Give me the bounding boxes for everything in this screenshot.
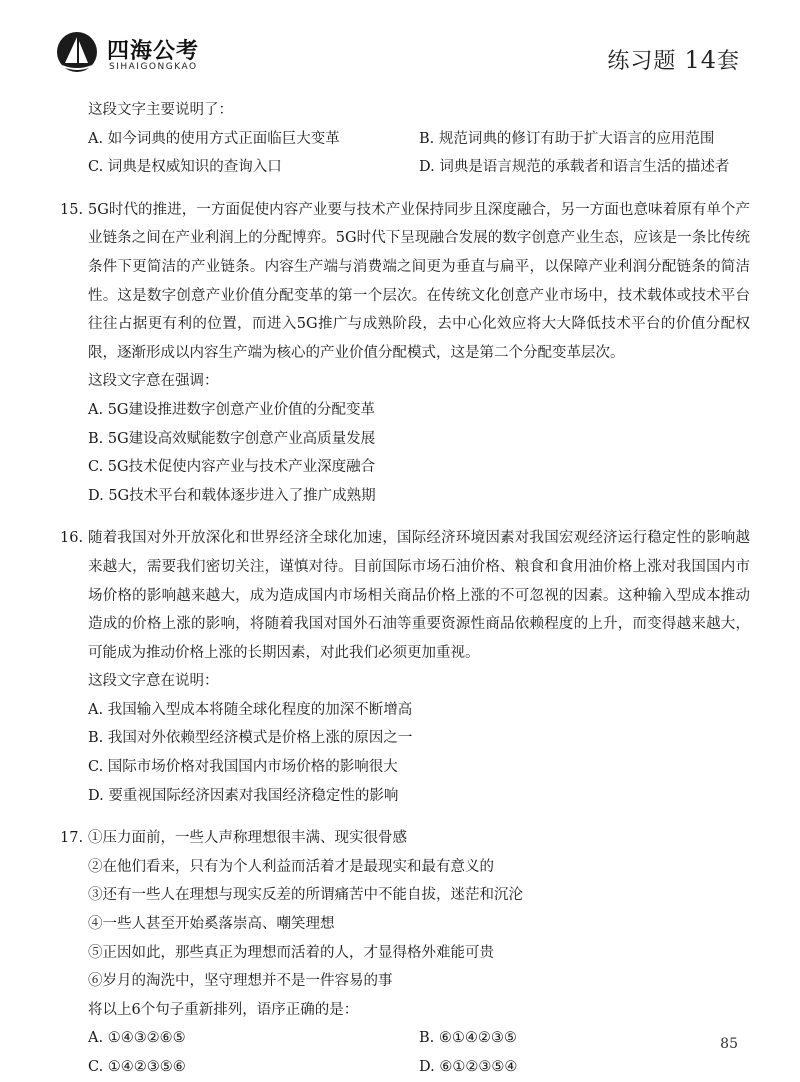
question-15 bbox=[60, 196, 750, 368]
question-passage: 随着我国对外开放深化和世界经济全球化加速，国际经济环境因素对我国宏观经济运行稳定性的影响越来越大，需要我们密切关注，谨慎对待。目前国际市场石油价格、粮食和食用油价格上涨对我国国内市场价格的影响越来越大，成为造成国内市场相关商品价格上涨的不可忽视的因素。这种输入型成本推动造成的价格上涨的影响，将随着我国对国外石油等重要资源性商品依赖程度的上升，而变得越来越大，可能成为推动价格上涨的长期因素，对此我们必须更加重视。 bbox=[88, 530, 750, 661]
q17-sentence-4: ④一些人甚至开始奚落崇高、嘲笑理想 bbox=[88, 916, 335, 933]
exercise-set-number: 14 bbox=[684, 46, 717, 74]
q14-options-row-1 bbox=[60, 125, 750, 154]
question-number: 17. bbox=[60, 830, 84, 847]
q15-option-c: C. 5G技术促使内容产业与技术产业深度融合 bbox=[88, 459, 376, 476]
q14-option-c: C. 词典是权威知识的查询入口 bbox=[88, 159, 282, 176]
question-16 bbox=[60, 524, 750, 667]
brand-logo bbox=[55, 30, 205, 86]
q14-option-b: B. 规范词典的修订有助于扩大语言的应用范围 bbox=[419, 130, 715, 147]
question-number: 15. bbox=[60, 201, 84, 218]
q17-options-row-1 bbox=[60, 1024, 750, 1053]
q17-stem: 将以上6个句子重新排列，语序正确的是： bbox=[88, 1001, 359, 1018]
q17-sentence-5: ⑤正因如此，那些真正为理想而活着的人，才显得格外难能可贵 bbox=[88, 944, 494, 961]
q17-option-a: A. ①④③②⑥⑤ bbox=[88, 1030, 186, 1047]
q16-option-a: A. 我国输入型成本将随全球化程度的加深不断增高 bbox=[88, 701, 413, 718]
q16-option-b: B. 我国对外依赖型经济模式是价格上涨的原因之一 bbox=[88, 730, 413, 747]
exercise-title-suffix: 套 bbox=[716, 49, 740, 74]
q14-option-d: D. 词典是语言规范的承载者和语言生活的描述者 bbox=[419, 159, 730, 176]
q17-option-b: B. ⑥①④②③⑤ bbox=[419, 1030, 517, 1047]
q14-options-row-2 bbox=[60, 153, 750, 182]
q16-option-d: D. 要重视国际经济因素对我国经济稳定性的影响 bbox=[88, 787, 399, 804]
page-header bbox=[0, 0, 800, 96]
page-content bbox=[60, 96, 750, 1082]
q17-sentence-3: ③还有一些人在理想与现实反差的所谓痛苦中不能自拔，迷茫和沉沦 bbox=[88, 887, 523, 904]
q17-option-d: D. ⑥①②③⑤④ bbox=[419, 1059, 518, 1075]
brand-subtitle: SIHAIGONGKAO bbox=[109, 62, 198, 72]
q17-sentence-2: ②在他们看来，只有为个人利益而活着才是最现实和最有意义的 bbox=[88, 858, 494, 875]
exercise-title bbox=[607, 44, 740, 75]
question-17 bbox=[60, 824, 750, 853]
q17-sentence-6: ⑥岁月的淘洗中，坚守理想并不是一件容易的事 bbox=[88, 973, 393, 990]
q15-option-b: B. 5G建设高效赋能数字创意产业高质量发展 bbox=[88, 430, 376, 447]
q17-option-c: C. ①④②③⑤⑥ bbox=[88, 1059, 186, 1075]
question-passage: 5G时代的推进，一方面促使内容产业要与技术产业保持同步且深度融合，另一方面也意味着原有单个产业链条之间在产业利润上的分配博弈。5G时代下呈现融合发展的数字创意产业生态，应该是一条比传统条件下更简洁的产业链条。内容生产端与消费端之间更为垂直与扁平，以保障产业利润分配链条的简洁性。这是数字创意产业价值分配变革的第一个层次。在传统文化创意产业市场中，技术载体或技术平台往往占据更有利的位置，而进入5G推广与成熟阶段，去中心化效应将大大降低技术平台的价值分配权限，逐渐形成以内容生产端为核心的产业价值分配模式，这是第二个分配变革层次。 bbox=[88, 201, 750, 361]
q16-option-c: C. 国际市场价格对我国国内市场价格的影响很大 bbox=[88, 759, 398, 776]
q14-option-a: A. 如今词典的使用方式正面临巨大变革 bbox=[88, 130, 340, 147]
page-number: 85 bbox=[720, 1036, 738, 1052]
q15-option-a: A. 5G建设推进数字创意产业价值的分配变革 bbox=[88, 401, 375, 418]
q17-sentence-1: ①压力面前，一些人声称理想很丰满、现实很骨感 bbox=[88, 830, 407, 847]
q17-options-row-2 bbox=[60, 1053, 750, 1082]
exercise-title-text: 练习题 bbox=[607, 49, 677, 74]
question-number: 16. bbox=[60, 530, 84, 547]
q15-option-d: D. 5G技术平台和载体逐步进入了推广成熟期 bbox=[88, 487, 376, 504]
brand-name: 四海公考 bbox=[107, 39, 200, 64]
q15-stem: 这段文字意在强调： bbox=[88, 373, 219, 390]
sailboat-logo-icon bbox=[55, 30, 99, 74]
q14-stem: 这段文字主要说明了： bbox=[88, 102, 233, 118]
q16-stem: 这段文字意在说明： bbox=[88, 673, 219, 690]
